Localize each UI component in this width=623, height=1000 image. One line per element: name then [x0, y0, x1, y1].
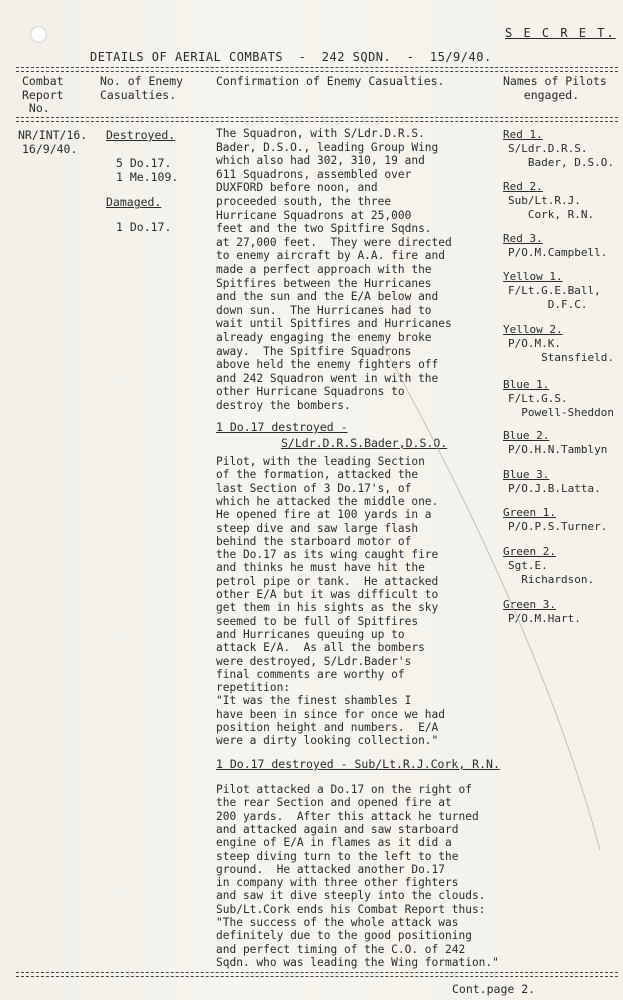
pilot-callsign: Yellow 2. [503, 323, 563, 336]
narrative-line: "The success of the whole attack was [216, 916, 459, 929]
narrative-line: and the sun and the E/A below and [216, 290, 439, 304]
pilot-name: Powell-Sheddon [508, 405, 614, 419]
narrative-line: behind the starboard motor of [216, 534, 412, 548]
narrative-line: feet and the two Spitfire Sqdns. [216, 222, 432, 236]
narrative-line: and 242 Squadron went in with the [216, 371, 439, 385]
continuation-note: Cont.page 2. [452, 982, 536, 996]
narrative-line: Sqdn. who was leading the Wing formation." [216, 955, 499, 969]
pilot-name: P/O.M.Hart. [508, 612, 581, 625]
narrative-line: engine of E/A in flames as it did a [216, 836, 452, 850]
narrative-line: Pilot attacked a Do.17 on the right of [216, 783, 472, 796]
pilot-callsign: Red 3. [503, 232, 543, 245]
damaged-label: Damaged. [106, 195, 162, 209]
narrative-line: in company with three other fighters [216, 876, 459, 890]
pilot-name: P/O.H.N.Tamblyn [508, 443, 608, 456]
narrative-line: and saw it dive steeply into the clouds. [216, 889, 486, 903]
narrative-line: final comments are worthy of [216, 667, 405, 681]
narrative-line: 200 yards. After this attack he turned [216, 809, 479, 823]
narrative-line: "It was the finest shambles I [216, 694, 412, 708]
pilot-name: P/O.M.Campbell. [508, 246, 608, 259]
narrative-line: position height and numbers. E/A [216, 721, 439, 734]
col-header-confirmation: Confirmation of Enemy Casualties. [216, 74, 445, 88]
pilot-callsign: Red 1. [503, 128, 543, 141]
pilot-name: Bader, D.S.O. [508, 155, 614, 169]
narrative-line: seemed to be full of Spitfires [216, 614, 419, 628]
destroyed-label: Destroyed. [106, 128, 176, 142]
narrative-line: He opened fire at 100 yards in a [216, 508, 432, 522]
narrative-line: steep diving turn to the left to the [216, 849, 459, 863]
narrative-line: ground. He attacked another Do.17 [216, 862, 446, 876]
pilot-name: Sub/Lt.R.J. [508, 194, 581, 207]
pilot-callsign: Red 2. [503, 180, 543, 193]
pilot-callsign: Green 1. [503, 506, 556, 519]
narrative-line: attack E/A. As all the bombers [216, 641, 425, 655]
narrative-line: down sun. The Hurricanes had to [216, 303, 432, 317]
pilot-name: F/Lt.G.E.Ball, [508, 284, 601, 297]
narrative-line: last Section of 3 Do.17's, of [216, 481, 412, 495]
pilot-callsign: Yellow 1. [503, 270, 563, 283]
narrative-line: 611 Squadrons, assembled over [216, 167, 412, 181]
pilot-name: Cork, R.N. [508, 207, 595, 221]
narrative-line: steep dive and saw large flash [216, 521, 419, 535]
destroyed-item: 5 Do.17. [116, 156, 172, 170]
narrative-line: have been in since for once we had [216, 707, 446, 721]
pilot-name: Stansfield. [508, 350, 614, 364]
report-number: NR/INT/16. [18, 128, 88, 142]
narrative-line: to enemy aircraft by A.A. fire and [216, 249, 446, 263]
pilot-callsign: Blue 3. [503, 468, 550, 481]
classification-mark: S E C R E T. [505, 26, 616, 40]
narrative-line: the Do.17 as its wing caught fire [216, 548, 439, 562]
narrative-line: Pilot, with the leading Section [216, 455, 425, 468]
pilot-name: Sgt.E. [508, 559, 548, 572]
pilot-callsign: Blue 1. [503, 378, 550, 391]
col-header-pilots: Names of Pilots engaged. [503, 74, 607, 102]
narrative-line: which he attacked the middle one. [216, 494, 439, 508]
pilot-name: F/Lt.G.S. [508, 392, 568, 405]
narrative-line: destroy the bombers. [216, 399, 351, 412]
narrative-line: above held the enemy fighters off [216, 358, 439, 372]
cork-heading: 1 Do.17 destroyed - Sub/Lt.R.J.Cork, R.N. [216, 757, 500, 771]
narrative-line: at 27,000 feet. They were directed [216, 235, 452, 249]
narrative-line: petrol pipe or tank. He attacked [216, 574, 439, 588]
bader-heading-name: S/Ldr.D.R.S.Bader,D.S.O. [281, 436, 448, 450]
narrative-line: The Squadron, with S/Ldr.D.R.S. [216, 127, 425, 140]
narrative-line: the rear Section and opened fire at [216, 796, 452, 810]
narrative-line: and attacked again and saw starboard [216, 822, 459, 836]
bader-heading: 1 Do.17 destroyed - [216, 420, 348, 434]
col-header-casualties: No. of Enemy Casualties. [100, 74, 184, 102]
narrative-line: already engaging the enemy broke [216, 331, 432, 344]
report-date: 16/9/40. [22, 142, 78, 156]
narrative-line: of the formation, attacked the [216, 468, 419, 482]
document-title: DETAILS OF AERIAL COMBATS - 242 SQDN. - 15/9/40. [90, 50, 492, 64]
narrative-line: other E/A but it was difficult to [216, 588, 439, 601]
narrative-line: wait until Spitfires and Hurricanes [216, 317, 452, 331]
narrative-line: made a perfect approach with the [216, 263, 432, 276]
narrative-line: were a dirty looking collection." [216, 734, 439, 748]
damaged-item: 1 Do.17. [116, 220, 172, 234]
narrative-line: Hurricane Squadrons at 25,000 [216, 208, 412, 222]
narrative-line: Spitfires between the Hurricanes [216, 276, 432, 290]
pilot-name: D.F.C. [508, 297, 588, 311]
destroyed-item: 1 Me.109. [116, 170, 179, 184]
pilot-callsign: Blue 2. [503, 429, 550, 442]
narrative-line: get them in his sights as the sky [216, 601, 439, 615]
pilot-name: P/O.P.S.Turner. [508, 520, 608, 533]
pilot-name: S/Ldr.D.R.S. [508, 142, 588, 155]
pilot-callsign: Green 2. [503, 545, 556, 558]
narrative-line: Sub/Lt.Cork ends his Combat Report thus: [216, 902, 486, 916]
narrative-line: DUXFORD before noon, and [216, 181, 378, 195]
pilot-name: P/O.M.K. [508, 337, 561, 350]
narrative-line: which also had 302, 310, 19 and [216, 154, 425, 168]
pilot-name: P/O.J.B.Latta. [508, 482, 601, 495]
narrative-line: Bader, D.S.O., leading Group Wing [216, 140, 439, 154]
narrative-line: and perfect timing of the C.O. of 242 [216, 942, 466, 956]
narrative-line: and thinks he must have hit the [216, 561, 425, 575]
narrative-line: other Hurricane Squadrons to [216, 385, 405, 399]
col-header-report: Combat Report No. [22, 74, 64, 115]
narrative-line: definitely due to the good positioning [216, 929, 472, 943]
narrative-line: were destroyed, S/Ldr.Bader's [216, 654, 412, 668]
narrative-line: repetition: [216, 681, 291, 695]
narrative-line: away. The Spitfire Squadrons [216, 344, 412, 358]
narrative-line: proceeded south, the three [216, 195, 392, 208]
narrative-line: and Hurricanes queuing up to [216, 627, 405, 641]
pilot-callsign: Green 3. [503, 598, 556, 611]
rule-bottom [16, 972, 618, 977]
pilot-name: Richardson. [508, 572, 595, 586]
